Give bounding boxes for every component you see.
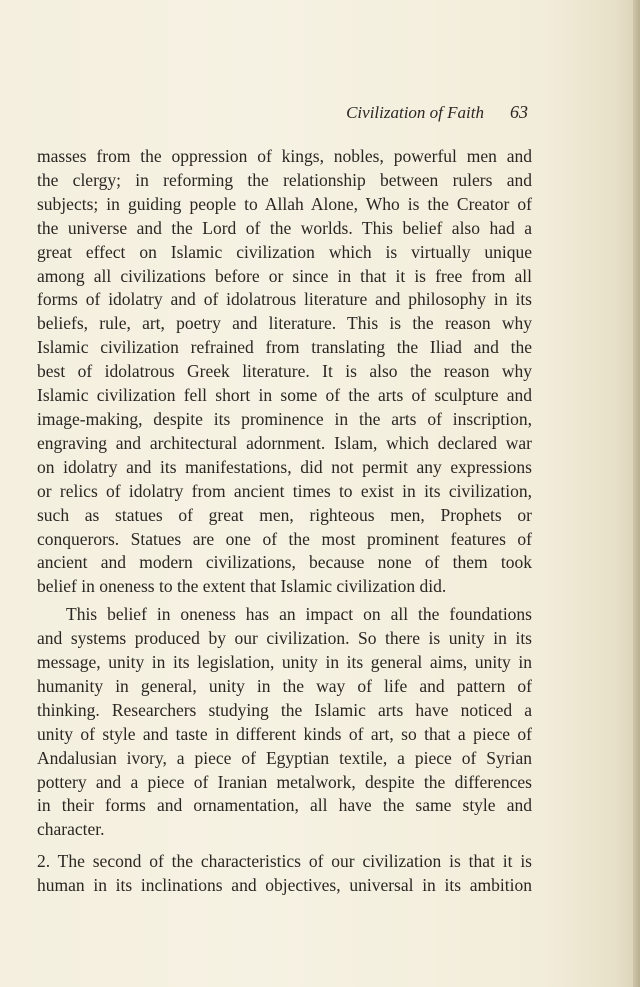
paragraph	[37, 850, 532, 898]
text-line: image-making, despite its prominence in the arts of inscription,	[37, 408, 532, 429]
running-header	[0, 100, 528, 125]
text-line: message, unity in its legislation, unity in its general aims, unity in	[37, 652, 532, 673]
text-line: great effect on Islamic civilization which is virtually unique	[37, 241, 532, 262]
text-line: Islamic civilization refrained from translating the Iliad and the	[37, 337, 532, 358]
text-line: Andalusian ivory, a piece of Egyptian textile, a piece of Syrian	[37, 747, 532, 768]
text-line: subjects; in guiding people to Allah Alone, Who is the Creator of	[37, 193, 532, 214]
text-line: such as statues of great men, righteous men, Prophets or	[37, 504, 532, 525]
text-line: belief in oneness to the extent that Islamic civilization did.	[37, 576, 447, 597]
text-line: and systems produced by our civilization. So there is unity in its	[37, 628, 532, 649]
text-line: human in its inclinations and objectives, universal in its ambition	[37, 875, 532, 896]
text-line: on idolatry and its manifestations, did not permit any expressions	[37, 456, 532, 477]
paragraph-gap	[37, 842, 532, 850]
text-line: forms of idolatry and of idolatrous literature and philosophy in its	[37, 289, 532, 310]
text-line: This belief in oneness has an impact on all the foundations	[66, 604, 532, 625]
text-line: the universe and the Lord of the worlds. This belief also had a	[37, 217, 532, 238]
text-line: best of idolatrous Greek literature. It is also the reason why	[37, 361, 532, 382]
text-line: in their forms and ornamentation, all have the same style and	[37, 795, 532, 816]
page-edge-shadow	[633, 0, 640, 987]
text-line: ancient and modern civilizations, because none of them took	[37, 552, 532, 573]
text-line: masses from the oppression of kings, nobles, powerful men and	[37, 146, 532, 166]
text-line: 2. The second of the characteristics of our civilization is that it is	[37, 851, 532, 872]
text-line: unity of style and taste in different kinds of art, so that a piece of	[37, 723, 532, 744]
text-line: Islamic civilization fell short in some of the arts of sculpture and	[37, 385, 532, 406]
paragraph	[37, 603, 532, 842]
text-line: beliefs, rule, art, poetry and literature. This is the reason why	[37, 313, 532, 334]
text-line: humanity in general, unity in the way of life and pattern of	[37, 675, 532, 696]
text-line: or relics of idolatry from ancient times to exist in its civilization,	[37, 480, 532, 501]
running-title: Civilization of Faith	[346, 103, 484, 122]
paragraph	[37, 145, 532, 599]
text-line: character.	[37, 819, 105, 840]
page-number: 63	[510, 102, 528, 122]
text-line: thinking. Researchers studying the Islamic arts have noticed a	[37, 699, 532, 720]
text-line: engraving and architectural adornment. Islam, which declared war	[37, 432, 532, 453]
text-line: the clergy; in reforming the relationship between rulers and	[37, 169, 532, 190]
body-text	[37, 145, 532, 898]
text-line: pottery and a piece of Iranian metalwork, despite the differences	[37, 771, 532, 792]
text-line: conquerors. Statues are one of the most prominent features of	[37, 528, 532, 549]
text-line: among all civilizations before or since in that it is free from all	[37, 265, 532, 286]
